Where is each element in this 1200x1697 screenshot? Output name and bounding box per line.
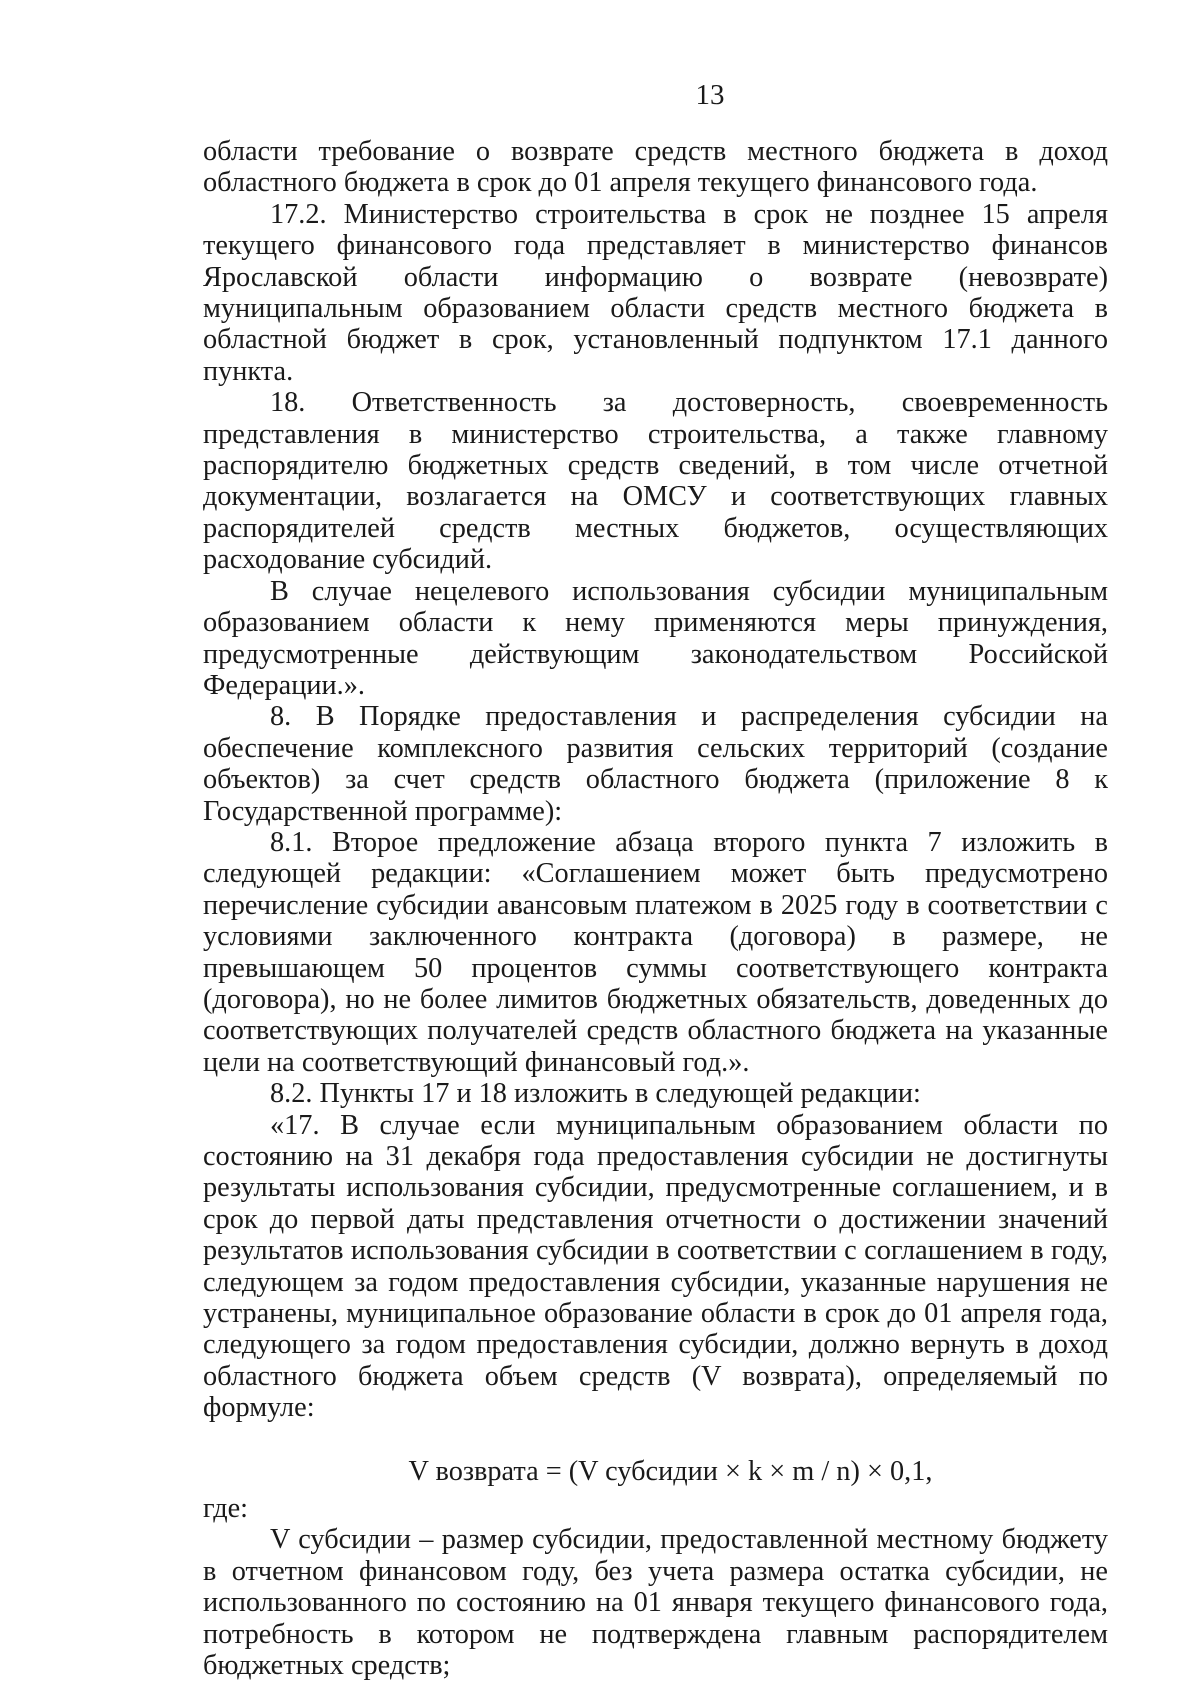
paragraph: «17. В случае если муниципальным образованием области по состоянию на 31 декабря года предоставления субсидии не достигнуты результаты использования субсидии, предусмотренные соглашением, и в срок до первой даты представления отчетности о достижении значений результатов использования субсидии в соответствии с соглашением в году, следующем за годом предоставления субсидии, указанные нарушения не устранены, муниципальное образование области в срок до 01 апреля года, следующего за годом предоставления субсидии, должно вернуть в доход областного бюджета объем средств (V возврата), определяемый по формуле: (203, 1109, 1108, 1424)
paragraph: 17.2. Министерство строительства в срок не позднее 15 апреля текущего финансового года представляет в министерство финансов Ярославской области информацию о возврате (невозврате) муниципальным образованием области средств местного бюджета в областной бюджет в срок, установленный подпунктом 17.1 данного пункта. (203, 198, 1108, 387)
document-body (203, 136, 1108, 1682)
where-label: где: (203, 1493, 249, 1525)
paragraph: 18. Ответственность за достоверность, своевременность представления в министерство строительства, а также главному распорядителю бюджетных средств сведений, в том числе отчетной документации, возлагается на ОМСУ и соответствующих главных распорядителей средств местных бюджетов, осуществляющих расходование субсидий. (203, 387, 1108, 576)
paragraph: В случае нецелевого использования субсидии муниципальным образованием области к нему применяются меры принуждения, предусмотренные действующим законодательством Российской Федерации.». (203, 575, 1108, 701)
paragraph: области требование о возврате средств местного бюджета в доход областного бюджета в срок до 01 апреля текущего финансового года. (203, 136, 1108, 199)
formula: V возврата = (V субсидии × k × m / n) × 0,1, (408, 1455, 933, 1487)
paragraph: 8.1. Второе предложение абзаца второго пункта 7 изложить в следующей редакции: «Соглашением может быть предусмотрено перечисление субсидии авансовым платежом в 2025 году в соответствии с условиями заключенного контракта (договора) в размере, не превышающем 50 процентов суммы соответствующего контракта (договора), но не более лимитов бюджетных обязательств, доведенных до соответствующих получателей средств областного бюджета на указанные цели на соответствующий финансовый год.». (203, 826, 1108, 1078)
page-number: 13 (695, 79, 725, 111)
paragraph: 8. В Порядке предоставления и распределения субсидии на обеспечение комплексного развития сельских территорий (создание объектов) за счет средств областного бюджета (приложение 8 к Государственной программе): (203, 701, 1108, 827)
paragraph: 8.2. Пункты 17 и 18 изложить в следующей редакции: (270, 1078, 921, 1110)
definition-paragraph: V субсидии – размер субсидии, предоставленной местному бюджету в отчетном финансовом году, без учета размера остатка субсидии, не использованного по состоянию на 01 января текущего финансового года, потребность в котором не подтверждена главным распорядителем бюджетных средств; (203, 1524, 1108, 1682)
